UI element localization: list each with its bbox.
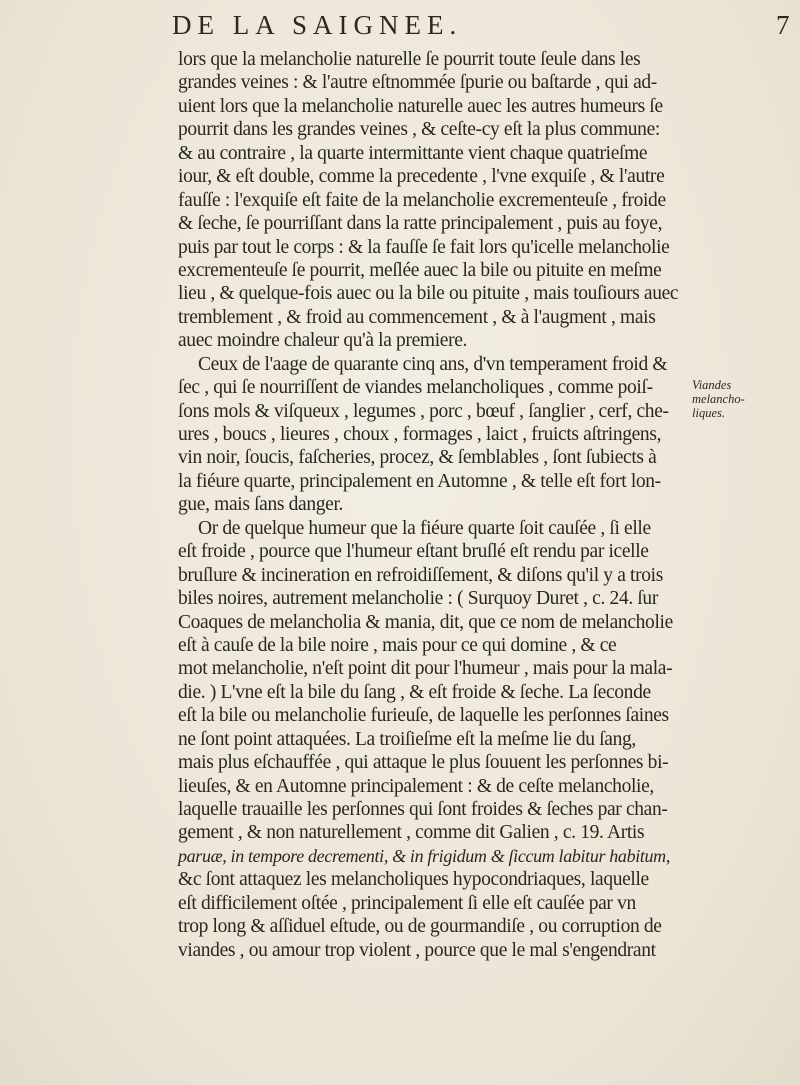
text-line: die. ) L'vne eſt la bile du ſang , & eſt froide & ſeche. La ſeconde xyxy=(178,681,651,703)
text-line: grandes veines : & l'autre eſtnommée ſpurie ou baſtarde , qui ad- xyxy=(178,72,657,94)
text-line: vin noir, ſoucis, faſcheries, procez, & ſemblables , ſont ſubiects à xyxy=(178,447,657,469)
text-line: puis par tout le corps : & la fauſſe ſe fait lors qu'icelle melancholie xyxy=(178,236,670,258)
text-line: auec moindre chaleur qu'à la premiere. xyxy=(178,330,468,352)
text-line: Ceux de l'aage de quarante cinq ans, d'vn temperament froid & xyxy=(198,353,668,375)
text-line: iour, & eſt double, comme la precedente , l'vne exquiſe , & l'autre xyxy=(178,166,665,188)
text-line: &c ſont attaquez les melancholiques hypocondriaques, laquelle xyxy=(178,869,649,891)
margin-note-line: Viandes xyxy=(692,378,732,392)
text-line: Or de quelque humeur que la fiéure quarte ſoit cauſée , ſi elle xyxy=(198,517,651,539)
text-line: & ſeche, ſe pourriſſant dans la ratte principalement , puis au foye, xyxy=(178,213,663,235)
text-line: bruſlure & incineration en refroidiſſement, & diſons qu'il y a trois xyxy=(178,564,663,586)
text-line: paruæ, in tempore decrementi, & in frigidum & ſiccum labitur habitum, xyxy=(178,845,670,866)
text-line: eſt difficilement oſtée , principalement ſi elle eſt cauſée par vn xyxy=(178,892,636,914)
text-line: pourrit dans les grandes veines , & ceſte-cy eſt la plus commune: xyxy=(178,119,660,141)
text-line: lieuſes, & en Automne principalement : & de ceſte melancholie, xyxy=(178,775,654,797)
text-line: lors que la melancholie naturelle ſe pourrit toute ſeule dans les xyxy=(178,49,641,70)
text-line: trop long & aſſiduel eſtude, ou de gourmandiſe , ou corruption de xyxy=(178,916,662,938)
page-header xyxy=(0,10,800,50)
text-line: mais plus eſchauffée , qui attaque le plus ſouuent les perſonnes bi- xyxy=(178,752,669,774)
running-title: DE LA SAIGNEE. xyxy=(172,10,463,40)
text-line: eſt à cauſe de la bile noire , mais pour ce qui domine , & ce xyxy=(178,634,617,656)
text-line: laquelle trauaille les perſonnes qui ſont froides & ſeches par chan- xyxy=(178,799,668,820)
body-text xyxy=(178,48,778,962)
margin-note-line: melancho- xyxy=(692,392,745,406)
text-line: mot melancholie, n'eſt point dit pour l'humeur , mais pour la mala- xyxy=(178,658,673,680)
text-line: biles noires, autrement melancholie : ( Surquoy Duret , c. 24. ſur xyxy=(178,588,658,610)
text-line: ne ſont point attaquées. La troiſieſme eſt la meſme lie du ſang, xyxy=(178,728,636,750)
text-line: uient lors que la melancholie naturelle auec les autres humeurs ſe xyxy=(178,95,663,117)
text-line: Coaques de melancholia & mania, dit, que ce nom de melancholie xyxy=(178,611,673,633)
text-line: ſons mols & viſqueux , legumes , porc , bœuf , ſanglier , cerf, che- xyxy=(178,400,669,422)
text-line: gue, mais ſans danger. xyxy=(178,494,344,516)
text-line: ſec , qui ſe nourriſſent de viandes melancholiques , comme poiſ- xyxy=(178,377,653,399)
text-line: viandes , ou amour trop violent , pource que le mal s'engendrant xyxy=(178,939,656,961)
text-line: gement , & non naturellement , comme dit Galien , c. 19. Artis xyxy=(178,822,645,844)
text-line: lieu , & quelque-fois auec ou la bile ou pituite , mais touſiours auec xyxy=(178,283,679,305)
text-line: & au contraire , la quarte intermittante vient chaque quatrieſme xyxy=(178,142,648,164)
page-number: 7 xyxy=(776,10,790,40)
text-line: eſt froide , pource que l'humeur eſtant bruſlé eſt rendu par icelle xyxy=(178,541,649,563)
text-line: ures , boucs , lieures , choux , formages , laict , fruicts aſtringens, xyxy=(178,424,662,445)
text-line: fauſſe : l'exquiſe eſt faite de la melancholie excrementeuſe , froide xyxy=(178,189,666,211)
margin-note xyxy=(692,378,800,420)
margin-note-line: liques. xyxy=(692,406,725,420)
text-line: eſt la bile ou melancholie furieuſe, de laquelle les perſonnes ſaines xyxy=(178,705,669,727)
text-line: excrementeuſe ſe pourrit, meſlée auec la bile ou pituite en meſme xyxy=(178,259,662,281)
text-line: la fiéure quarte, principalement en Automne , & telle eſt fort lon- xyxy=(178,470,661,492)
text-line: tremblement , & froid au commencement , & à l'augment , mais xyxy=(178,306,656,328)
